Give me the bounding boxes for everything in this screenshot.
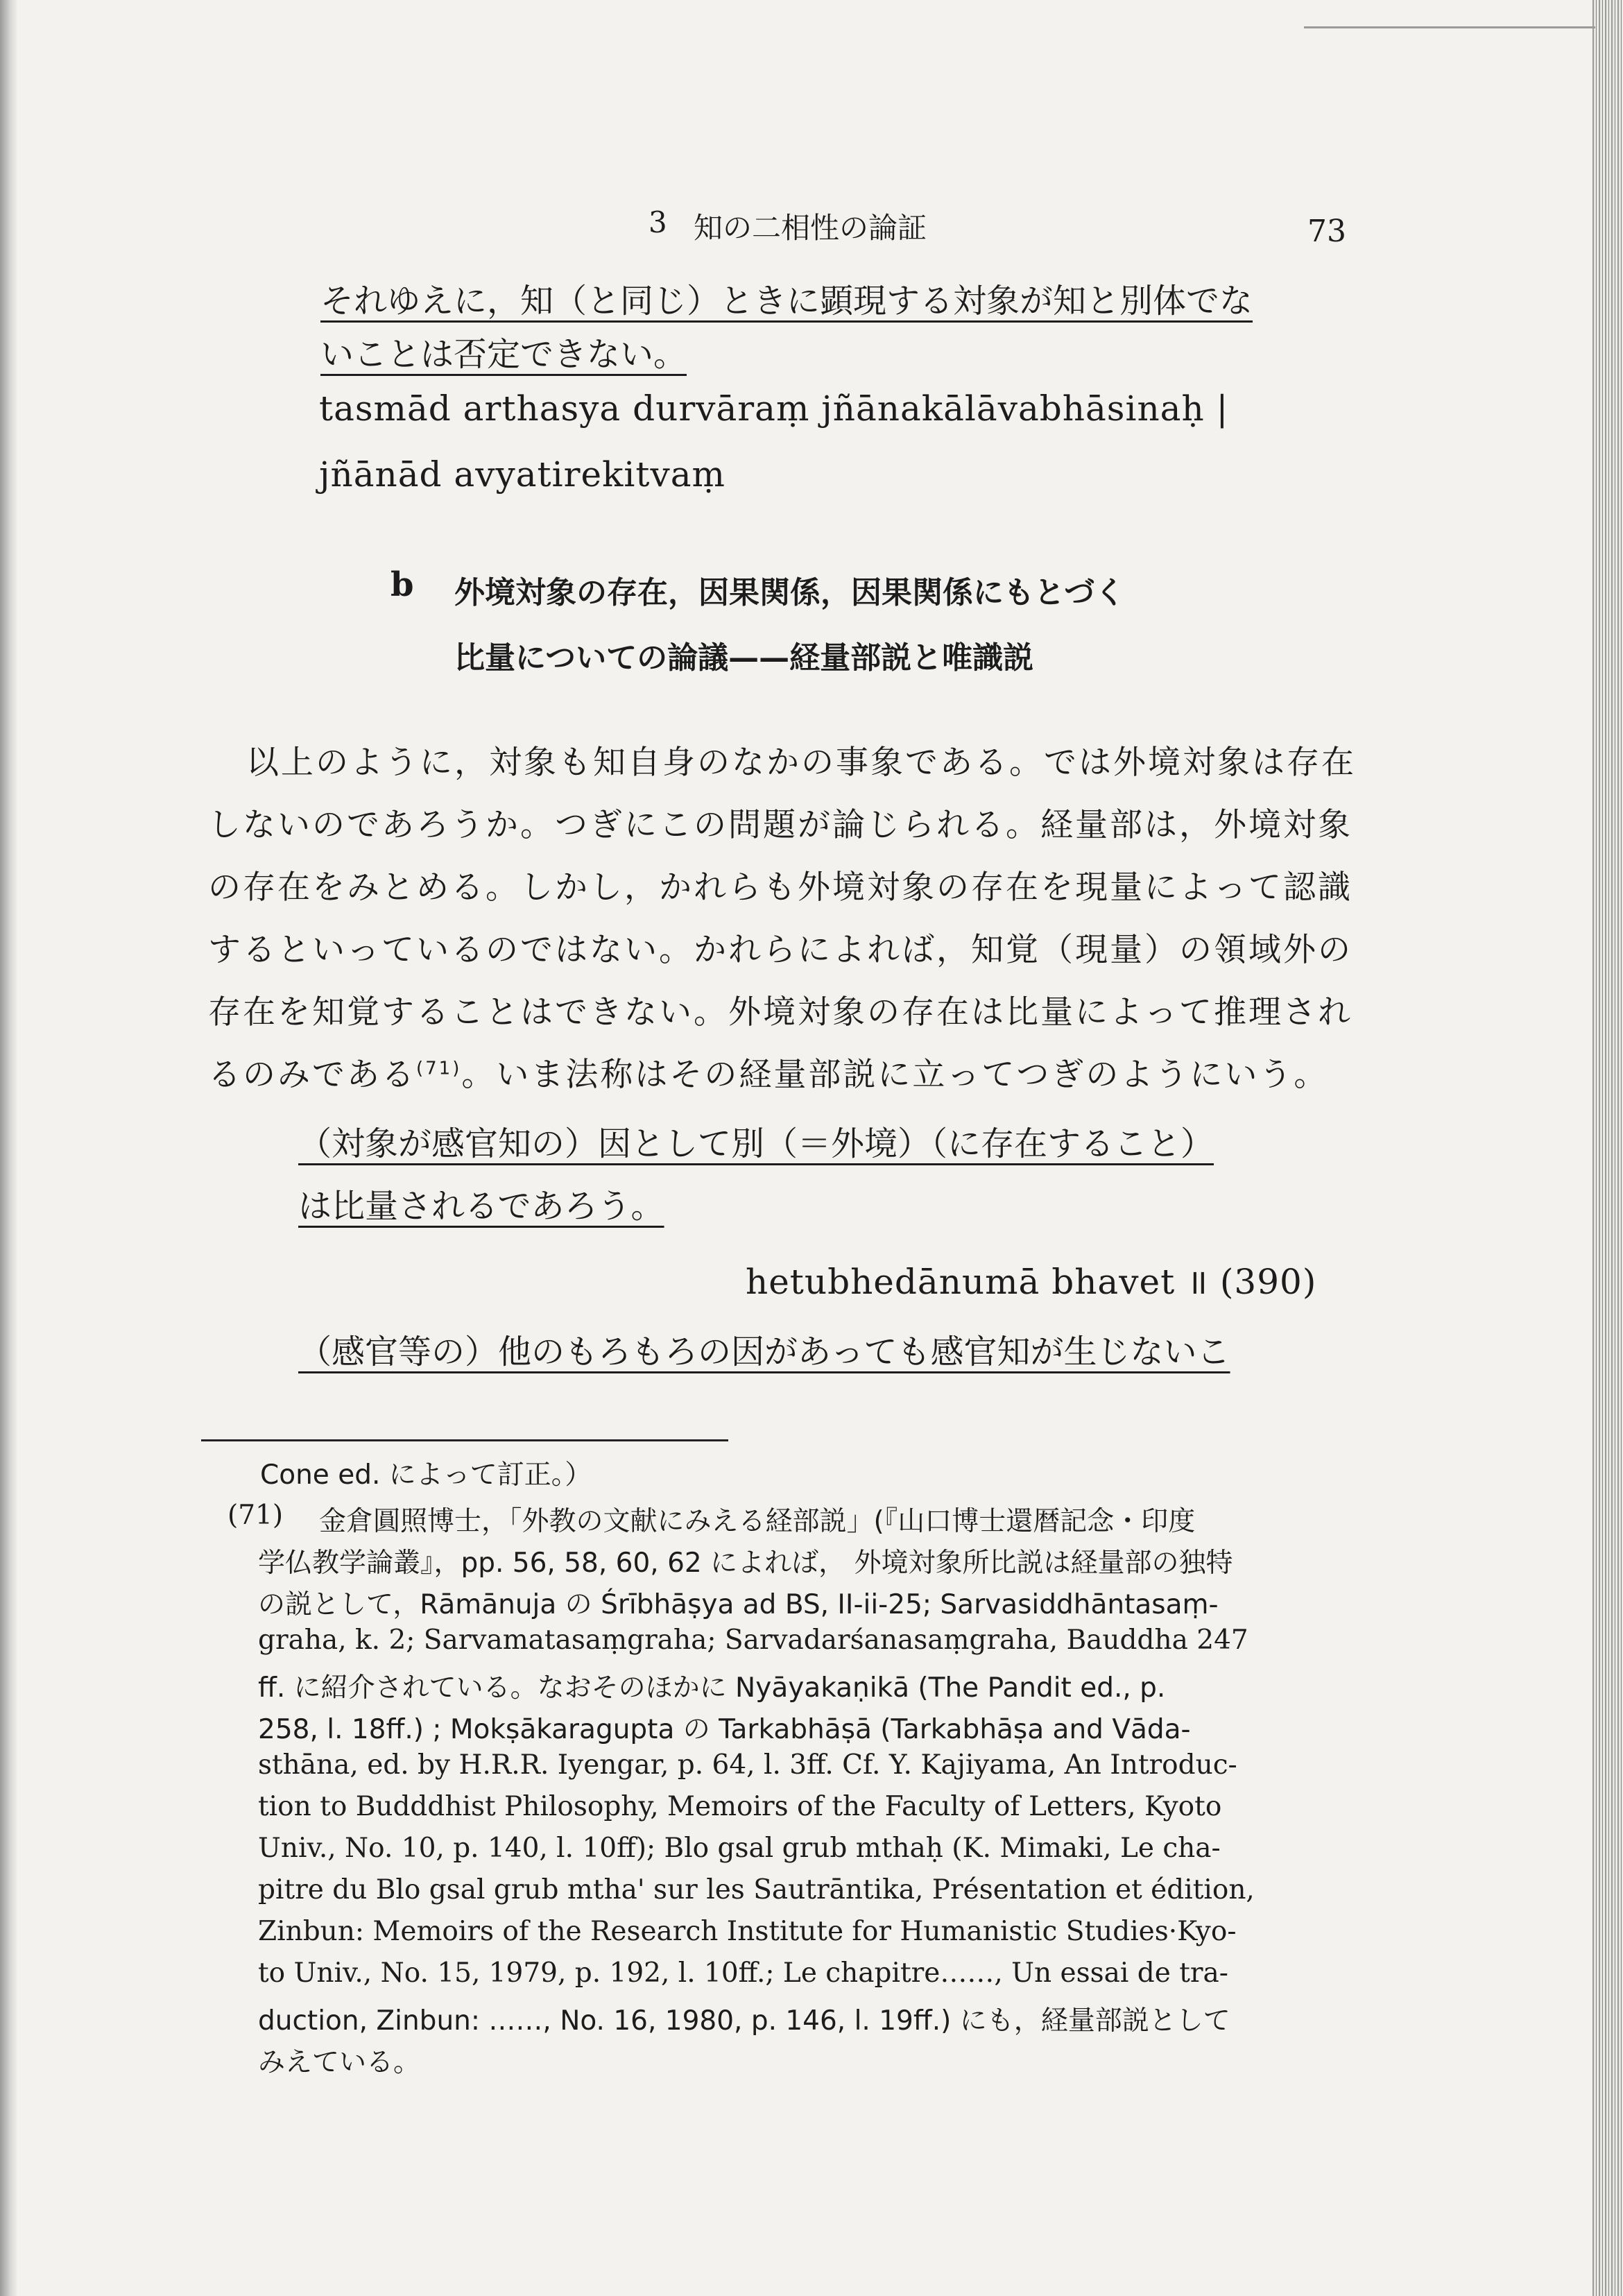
footnote-number-71: (71) (227, 1500, 284, 1531)
footnote-line-1: 金倉圓照博士，「外教の文献にみえる経部説」(『山口博士還暦記念・印度 (319, 1506, 1196, 1537)
footnote-line-10: pitre du Blo gsal grub mtha' sur les Sautrāntika, Présentation et édition, (258, 1874, 1255, 1905)
paragraph-line-5: 存在を知覚することはできない。外境対象の存在は比量によって推理され (208, 993, 1352, 1031)
footnote-line-13: duction, Zinbun: ……, No. 16, 1980, p. 146, l. 19ff.) にも，経量部説として (258, 2005, 1230, 2037)
footnote-ref-71: (71) (416, 1058, 462, 1079)
section-number: 3 (649, 205, 667, 239)
section-title: 知の二相性の論証 (694, 211, 927, 245)
paragraph-line-6 (208, 1049, 1328, 1095)
footnote-line-6: 258, l. 18ff.) ; Mokṣākaragupta の Tarkabhāṣā (Tarkabhāṣa and Vāda- (258, 1714, 1191, 1745)
verse1-sanskrit-line1: tasmād arthasya durvāraṃ jñānakālāvabhāsinaḥ | (319, 388, 1229, 429)
footnote-carryover: Cone ed. によって訂正。） (260, 1459, 592, 1491)
page-edge-stripes (1592, 0, 1623, 2296)
section-letter: b (390, 565, 414, 604)
footnote-line-2: 学仏教学論叢』，pp. 56, 58, 60, 62 によれば， 外境対象所比説は経量部の独特 (258, 1548, 1233, 1579)
section-title-line1: 外境対象の存在，因果関係，因果関係にもとづく (454, 575, 1126, 610)
paragraph-line-1: 以上のように，対象も知自身のなかの事象である。では外境対象は存在 (246, 744, 1356, 782)
footnote-line-3: の説として，Rāmānuja の Śrībhāṣya ad BS, II-ii-25; Sarvasiddhāntasaṃ- (258, 1589, 1219, 1620)
footnote-line-8: tion to Budddhist Philosophy, Memoirs of the Faculty of Letters, Kyoto (258, 1791, 1222, 1822)
page-binding-shadow (0, 0, 18, 2296)
footnote-line-14: みえている。 (258, 2047, 421, 2078)
footnote-line-9: Univ., No. 10, p. 140, l. 10ff); Blo gsal grub mthaḥ (K. Mimaki, Le cha- (258, 1833, 1221, 1864)
running-header (0, 205, 1623, 254)
paragraph-line-6-start: るのみである (208, 1056, 416, 1094)
page-number: 73 (1307, 214, 1346, 249)
verse1-jp-line1: それゆえに，知（と同じ）ときに顕現する対象が知と別体でな (320, 282, 1253, 320)
footnote-line-5: ff. に紹介されている。なおそのほかに Nyāyakaṇikā (The Pandit ed., p. (258, 1672, 1166, 1704)
paragraph-line-2: しないのであろうか。つぎにこの問題が論じられる。経量部は，外境対象 (208, 806, 1352, 844)
footnote-line-12: to Univ., No. 15, 1979, p. 192, l. 10ff.; Le chapitre……, Un essai de tra- (258, 1957, 1228, 1989)
footnote-line-7: sthāna, ed. by H.R.R. Iyengar, p. 64, l. 3ff. Cf. Y. Kajiyama, An Introduc- (258, 1749, 1237, 1781)
scan-artifact-line (1304, 26, 1595, 28)
verse2-jp-line3: （感官等の）他のもろもろの因があっても感官知が生じないこ (298, 1333, 1230, 1371)
footnote-separator (201, 1439, 728, 1441)
paragraph-line-6-end: 。いま法称はその経量部説に立ってつぎのようにいう。 (461, 1056, 1329, 1094)
verse2-sanskrit-line: hetubhedānumā bhavet ॥ (390) (746, 1262, 1317, 1302)
verse2-jp-line2: は比量されるであろう。 (298, 1187, 664, 1226)
verse2-jp-line1: （対象が感官知の）因として別（＝外境）（に存在すること） (298, 1124, 1214, 1163)
verse1-sanskrit-line2: jñānād avyatirekitvaṃ (319, 454, 725, 495)
paragraph-line-3: の存在をみとめる。しかし，かれらも外境対象の存在を現量によって認識 (208, 868, 1352, 907)
paragraph-line-4: するといっているのではない。かれらによれば，知覚（現量）の領域外の (208, 931, 1352, 969)
footnote-line-4: graha, k. 2; Sarvamatasaṃgraha; Sarvadarśanasaṃgraha, Bauddha 247 (258, 1625, 1248, 1656)
section-title-line2: 比量についての論議——経量部説と唯識説 (454, 640, 1034, 676)
footnote-line-11: Zinbun: Memoirs of the Research Institute for Humanistic Studies·Kyo- (258, 1916, 1237, 1947)
verse1-jp-line2: いことは否定できない。 (320, 335, 687, 374)
